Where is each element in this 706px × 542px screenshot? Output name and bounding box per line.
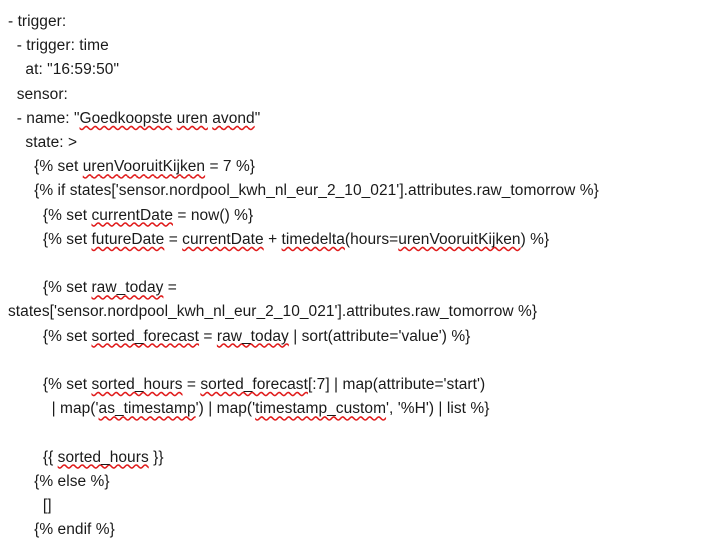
code-line[interactable]: - name: "Goedkoopste uren avond" xyxy=(8,109,261,127)
code-line[interactable]: {% set futureDate = currentDate + timedelta(hours=urenVooruitKijken) %} xyxy=(8,230,550,248)
code-line[interactable]: states['sensor.nordpool_kwh_nl_eur_2_10_021'].attributes.raw_tomorrow %} xyxy=(8,303,538,321)
code-line[interactable]: {{ sorted_hours }} xyxy=(8,448,164,466)
spellcheck-word: currentDate xyxy=(91,206,173,224)
code-line[interactable] xyxy=(8,349,698,373)
spellcheck-word: raw_today xyxy=(91,279,164,297)
code-line[interactable]: {% set sorted_forecast = raw_today | sort(attribute='value') %} xyxy=(8,327,471,345)
spellcheck-word: futureDate xyxy=(91,230,165,248)
spellcheck-word: Goedkoopste xyxy=(79,109,173,127)
code-line[interactable]: {% endif %} xyxy=(8,521,115,539)
spellcheck-word: sorted_hours xyxy=(57,448,149,466)
spellcheck-word: as_timestamp xyxy=(98,400,196,418)
code-line[interactable]: | map('as_timestamp') | map('timestamp_custom', '%H') | list %} xyxy=(8,400,490,418)
code-line[interactable]: {% set urenVooruitKijken = 7 %} xyxy=(8,158,256,176)
spellcheck-word: currentDate xyxy=(182,230,264,248)
code-line[interactable]: - trigger: xyxy=(8,13,67,30)
spellcheck-word: avond xyxy=(212,109,255,127)
spellcheck-word: urenVooruitKijken xyxy=(82,158,206,176)
spellcheck-word: sorted_hours xyxy=(91,376,183,394)
spellcheck-word: timedelta xyxy=(281,230,345,248)
code-line[interactable]: state: > xyxy=(8,134,78,152)
code-line[interactable] xyxy=(8,252,698,276)
spellcheck-word: sorted_forecast xyxy=(200,376,308,394)
code-line[interactable]: - trigger: time xyxy=(8,37,109,55)
code-line[interactable]: {% else %} xyxy=(8,472,110,490)
spellcheck-word: sorted_forecast xyxy=(91,327,200,345)
spellcheck-word: timestamp_custom xyxy=(255,400,387,418)
spellcheck-word: uren xyxy=(176,109,208,127)
code-line[interactable]: [] xyxy=(8,497,52,515)
code-line[interactable]: {% set currentDate = now() %} xyxy=(8,206,254,224)
code-line[interactable]: {% set raw_today = xyxy=(8,279,177,297)
code-line[interactable]: sensor: xyxy=(8,85,68,103)
spellcheck-word: raw_today xyxy=(216,327,289,345)
code-line[interactable]: at: "16:59:50" xyxy=(8,61,120,79)
code-line[interactable]: {% if states['sensor.nordpool_kwh_nl_eur_2_10_021'].attributes.raw_tomorrow %} xyxy=(8,182,599,200)
code-line[interactable]: {% set sorted_hours = sorted_forecast[:7] | map(attribute='start') xyxy=(8,376,486,394)
spellcheck-word: urenVooruitKijken xyxy=(398,230,521,248)
code-line[interactable] xyxy=(8,421,698,445)
